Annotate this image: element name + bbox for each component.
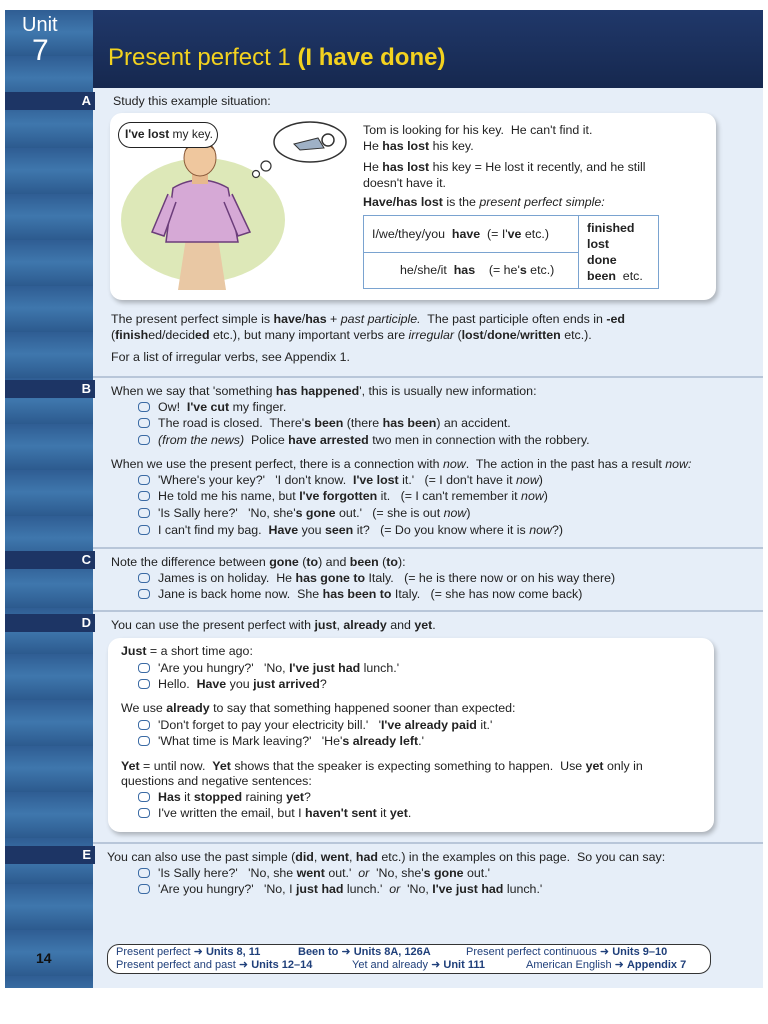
a-line: The present perfect simple is have/has + past participle. The past participle often ends in -ed	[111, 312, 625, 326]
a-line: Tom is looking for his key. He can't find it.	[363, 123, 593, 137]
a-line: doesn't have it.	[363, 176, 446, 190]
d-line: Just = a short time ago:	[121, 644, 253, 658]
list-item: 'Is Sally here?' 'No, she's gone out.' (= she is out now)	[138, 506, 470, 521]
list-item: 'Where's your key?' 'I don't know. I've lost it.' (= I don't have it now)	[138, 473, 543, 488]
section-divider	[93, 547, 763, 549]
section-tab-d: D	[5, 614, 95, 632]
d-line: questions and negative sentences:	[121, 774, 312, 788]
a-line: For a list of irregular verbs, see Appendix 1.	[111, 350, 350, 364]
e-line: You can also use the past simple (did, went, had etc.) in the examples on this page. So you can say:	[107, 850, 666, 864]
list-item: Hello. Have you just arrived?	[138, 677, 327, 692]
list-item: 'Don't forget to pay your electricity bill.' 'I've already paid it.'	[138, 718, 492, 733]
list-item: James is on holiday. He has gone to Italy. (= he is there now or on his way there)	[138, 571, 615, 586]
a-line: He has lost his key = He lost it recently, and he still	[363, 160, 646, 174]
list-item: 'Is Sally here?' 'No, she went out.' or 'No, she's gone out.'	[138, 866, 490, 881]
list-item: 'What time is Mark leaving?' 'He's already left.'	[138, 734, 424, 749]
d-line: We use already to say that something happened sooner than expected:	[121, 701, 516, 715]
speech-bubble-text: I've lost my key.	[125, 127, 213, 141]
section-a-intro: Study this example situation:	[113, 94, 271, 108]
cross-reference-box	[107, 944, 711, 974]
a-line: Have/has lost is the present perfect simple:	[363, 195, 605, 209]
participle-list: finished lost done been etc.	[587, 221, 643, 283]
xref-link[interactable]: Yet and already ➜ Unit 111	[352, 959, 485, 971]
list-item: I've written the email, but I haven't sent it yet.	[138, 806, 411, 821]
list-item: (from the news) Police have arrested two men in connection with the robbery.	[138, 433, 590, 448]
unit-number: 7	[32, 34, 49, 67]
section-divider	[93, 610, 763, 612]
xref-link[interactable]: American English ➜ Appendix 7	[526, 959, 687, 971]
section-divider	[93, 842, 763, 844]
a-line: He has lost his key.	[363, 139, 474, 153]
list-item: The road is closed. There's been (there has been) an accident.	[138, 416, 511, 431]
c-line: Note the difference between gone (to) and been (to):	[111, 555, 406, 569]
page-title: Present perfect 1 (I have done)	[108, 44, 446, 71]
b-line: When we use the present perfect, there is a connection with now. The action in the past has a result now:	[111, 457, 692, 471]
sidebar-stripe	[5, 10, 93, 988]
section-tab-e: E	[5, 846, 95, 864]
section-tab-b: B	[5, 380, 95, 398]
list-item: 'Are you hungry?' 'No, I've just had lunch.'	[138, 661, 399, 676]
d-line: You can use the present perfect with just, already and yet.	[111, 618, 436, 632]
xref-link[interactable]: Present perfect and past ➜ Units 12–14	[116, 959, 313, 971]
list-item: He told me his name, but I've forgotten it. (= I can't remember it now)	[138, 489, 548, 504]
list-item: Has it stopped raining yet?	[138, 790, 311, 805]
unit-label: Unit	[22, 14, 58, 36]
table-row: I/we/they/you have (= I've etc.)	[364, 216, 578, 253]
a-line: (finished/decided etc.), but many important verbs are irregular (lost/done/written etc.).	[111, 328, 592, 342]
section-divider	[93, 376, 763, 378]
xref-link[interactable]: Present perfect ➜ Units 8, 11	[116, 946, 261, 958]
section-tab-c: C	[5, 551, 95, 569]
xref-link[interactable]: Been to ➜ Units 8A, 126A	[298, 946, 431, 958]
conjugation-table	[363, 215, 659, 289]
list-item: Ow! I've cut my finger.	[138, 400, 286, 415]
list-item: I can't find my bag. Have you seen it? (= Do you know where it is now?)	[138, 523, 563, 538]
d-line: Yet = until now. Yet shows that the speaker is expecting something to happen. Use yet only in	[121, 759, 643, 773]
list-item: 'Are you hungry?' 'No, I just had lunch.' or 'No, I've just had lunch.'	[138, 882, 542, 897]
section-tab-a: A	[5, 92, 95, 110]
list-item: Jane is back home now. She has been to Italy. (= she has now come back)	[138, 587, 582, 602]
page-number: 14	[36, 950, 52, 966]
xref-link[interactable]: Present perfect continuous ➜ Units 9–10	[466, 946, 668, 958]
table-row: he/she/it has (= he's etc.)	[400, 263, 555, 277]
b-line: When we say that 'something has happened', this is usually new information:	[111, 384, 537, 398]
